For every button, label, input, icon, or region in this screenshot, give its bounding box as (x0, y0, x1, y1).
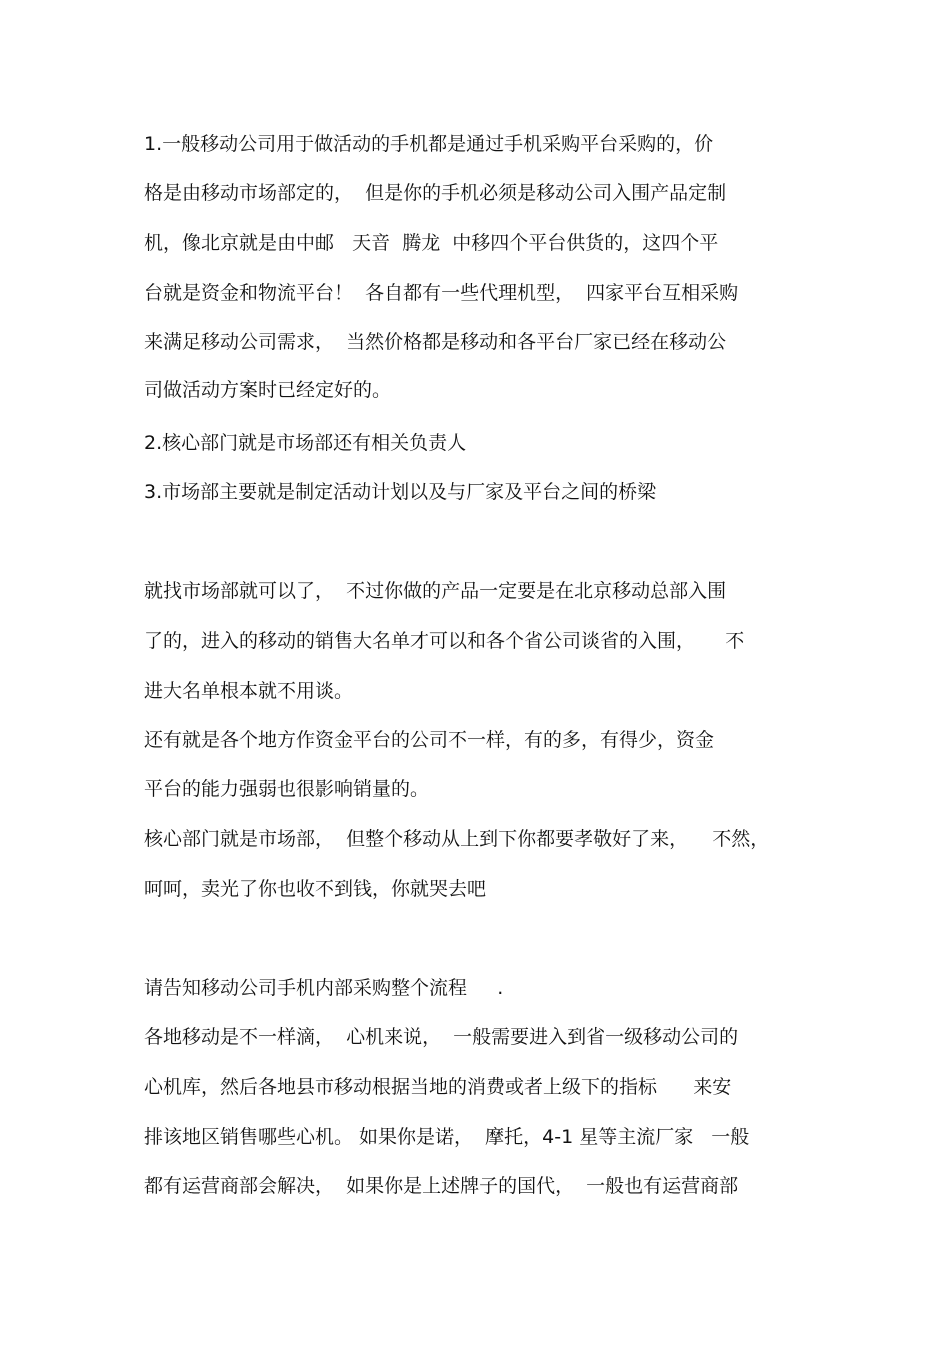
text-line: 就找市场部就可以了， 不过你做的产品一定要是在北京移动总部入围 (144, 580, 727, 602)
text-line: 2.核心部门就是市场部还有相关负责人 (144, 432, 467, 454)
text-line: 司做活动方案时已经定好的。 (144, 379, 392, 401)
text-line: 了的，进入的移动的销售大名单才可以和各个省公司谈省的入围， 不 (144, 630, 745, 652)
text-line: 请告知移动公司手机内部采购整个流程 . (144, 977, 504, 999)
text-line: 心机库，然后各地县市移动根据当地的消费或者上级下的指标 来安 (144, 1076, 732, 1098)
text-line: 3.市场部主要就是制定活动计划以及与厂家及平台之间的桥梁 (144, 481, 657, 503)
text-line: 台就是资金和物流平台！ 各自都有一些代理机型， 四家平台互相采购 (144, 282, 739, 304)
text-line: 核心部门就是市场部， 但整个移动从上到下你都要孝敬好了来， 不然， (144, 828, 770, 850)
text-line: 格是由移动市场部定的， 但是你的手机必须是移动公司入围产品定制 (144, 182, 727, 204)
text-line: 1.一般移动公司用于做活动的手机都是通过手机采购平台采购的，价 (144, 133, 714, 155)
text-line: 排该地区销售哪些心机。 如果你是诺， 摩托，4-1 星等主流厂家 一般 (144, 1126, 750, 1148)
text-line: 来满足移动公司需求， 当然价格都是移动和各平台厂家已经在移动公 (144, 331, 727, 353)
text-line: 都有运营商部会解决， 如果你是上述牌子的国代， 一般也有运营商部 (144, 1175, 739, 1197)
text-line: 进大名单根本就不用谈。 (144, 680, 354, 702)
text-line: 各地移动是不一样滴， 心机来说， 一般需要进入到省一级移动公司的 (144, 1026, 739, 1048)
text-line: 还有就是各个地方作资金平台的公司不一样，有的多，有得少，资金 (144, 729, 715, 751)
text-line: 机，像北京就是由中邮 天音 腾龙 中移四个平台供货的，这四个平 (144, 232, 719, 254)
text-line: 呵呵，卖光了你也收不到钱，你就哭去吧 (144, 878, 487, 900)
text-line: 平台的能力强弱也很影响销量的。 (144, 778, 430, 800)
